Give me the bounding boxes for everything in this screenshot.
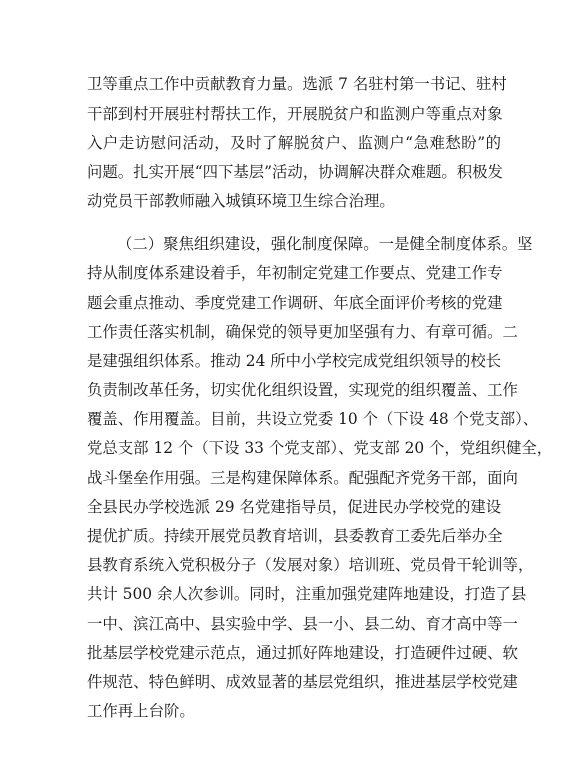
text-line: 覆盖、作用覆盖。目前，共设立党委 10 个（下设 48 个党支部）、 <box>87 410 539 428</box>
text-line: 批基层学校党建示范点，通过抓好阵地建设，打造硬件过硬、软 <box>87 644 518 662</box>
text-line: 党总支部 12 个（下设 33 个党支部）、党支部 20 个，党组织健全， <box>87 439 553 457</box>
text-line: 是建强组织体系。推动 24 所中小学校完成党组织领导的校长 <box>87 352 502 370</box>
text-line: 动党员干部教师融入城镇环境卫生综合治理。 <box>87 192 395 210</box>
text-line: 工作责任落实机制，确保党的领导更加坚强有力、有章可循。二 <box>87 323 518 341</box>
text-line: 共计 500 余人次参训。同时，注重加强党建阵地建设，打造了县 <box>87 585 527 603</box>
text-line: 负责制改革任务，切实优化组织设置，实现党的组织覆盖、工作 <box>87 381 518 399</box>
text-line: 县教育系统入党积极分子（发展对象）培训班、党员骨干轮训等， <box>87 556 534 574</box>
text-line: 干部到村开展驻村帮扶工作，开展脱贫户和监测户等重点对象 <box>87 105 503 123</box>
text-line: 工作再上台阶。 <box>87 702 195 720</box>
text-line: 问题。扎实开展“四下基层”活动，协调解决群众难题。积极发 <box>87 163 503 181</box>
text-line: 战斗堡垒作用强。三是构建保障体系。配强配齐党务干部，面向 <box>87 469 518 487</box>
text-line: 题会重点推动、季度党建工作调研、年底全面评价考核的党建 <box>87 294 503 312</box>
section-heading-line: （二）聚焦组织建设，强化制度保障。一是健全制度体系。坚 <box>117 235 533 253</box>
text-line: 入户走访慰问活动，及时了解脱贫户、监测户“急难愁盼”的 <box>87 134 501 152</box>
text-line: 件规范、特色鲜明、成效显著的基层党组织，推进基层学校党建 <box>87 673 518 691</box>
text-line: 提优扩质。持续开展党员教育培训，县委教育工委先后举办全 <box>87 527 503 545</box>
text-line: 一中、滨江高中、县实验中学、县一小、县二幼、育才高中等一 <box>87 615 518 633</box>
text-line: 全县民办学校选派 29 名党建指导员，促进民办学校党的建设 <box>87 498 502 516</box>
text-line: 持从制度体系建设着手，年初制定党建工作要点、党建工作专 <box>87 264 503 282</box>
text-line: 卫等重点工作中贡献教育力量。选派 7 名驻村第一书记、驻村 <box>87 75 507 93</box>
